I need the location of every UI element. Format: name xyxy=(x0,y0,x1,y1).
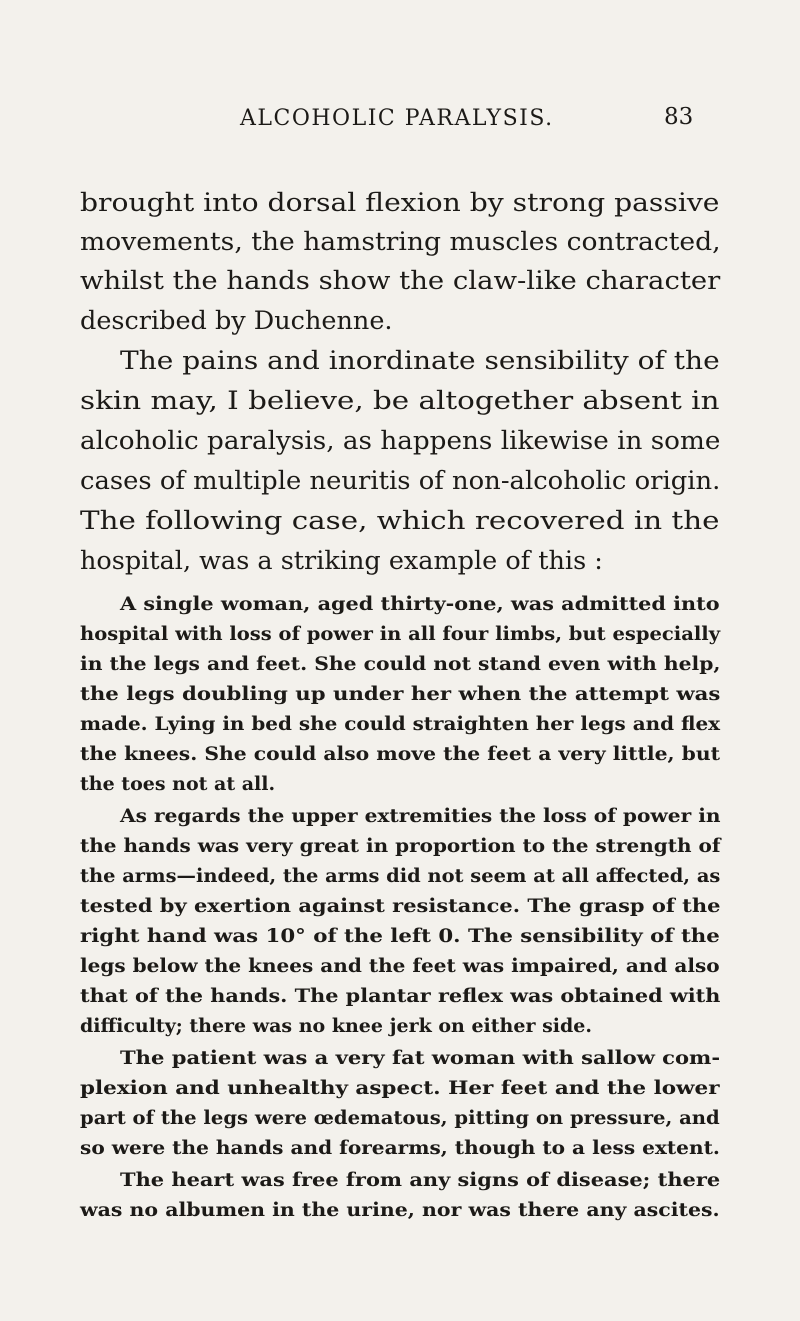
text-line: tested by exertion against resistance. The grasp of the xyxy=(80,895,721,917)
text-line: described by Duchenne. xyxy=(80,306,393,336)
text-line: was no albumen in the urine, nor was there any ascites. xyxy=(80,1199,720,1221)
text-line: in the legs and feet. She could not stand even with help, xyxy=(80,653,721,675)
text-line: the toes not at all. xyxy=(80,773,276,795)
text-line: movements, the hamstring muscles contracted, xyxy=(80,227,721,257)
text-line: The patient was a very fat woman with sallow com- xyxy=(120,1047,721,1069)
text-line: cases of multiple neuritis of non-alcoholic origin. xyxy=(80,466,721,496)
page-number: 83 xyxy=(664,104,694,130)
text-line: brought into dorsal flexion by strong passive xyxy=(80,188,720,218)
text-line: The pains and inordinate sensibility of the xyxy=(120,346,720,376)
text-line: the knees. She could also move the feet a very little, but xyxy=(80,743,720,765)
text-line: A single woman, aged thirty-one, was admitted into xyxy=(120,593,720,615)
text-line: that of the hands. The plantar reflex was obtained with xyxy=(80,985,721,1007)
text-line: so were the hands and forearms, though to a less extent. xyxy=(80,1137,720,1159)
text-line: hospital, was a striking example of this : xyxy=(80,546,603,576)
text-line: hospital with loss of power in all four limbs, but especially xyxy=(80,623,721,645)
text-line: plexion and unhealthy aspect. Her feet and the lower xyxy=(80,1077,720,1099)
text-line: As regards the upper extremities the loss of power in xyxy=(120,805,721,827)
running-title: ALCOHOLIC PARALYSIS. xyxy=(240,106,554,131)
text-line: The heart was free from any signs of disease; there xyxy=(120,1169,721,1191)
text-line: right hand was 10° of the left 0. The sensibility of the xyxy=(80,925,720,947)
text-line: made. Lying in bed she could straighten her legs and flex xyxy=(80,713,721,735)
text-line: The following case, which recovered in the xyxy=(80,506,720,536)
text-line: legs below the knees and the feet was impaired, and also xyxy=(80,955,720,977)
text-line: the legs doubling up under her when the attempt was xyxy=(80,683,721,705)
text-line: difficulty; there was no knee jerk on either side. xyxy=(80,1015,592,1037)
text-line: the arms—indeed, the arms did not seem at all affected, as xyxy=(80,865,721,887)
text-line: whilst the hands show the claw-like character xyxy=(80,266,721,296)
running-header xyxy=(0,106,800,146)
text-line: alcoholic paralysis, as happens likewise in some xyxy=(80,426,721,456)
text-line: skin may, I believe, be altogether absent in xyxy=(80,386,720,416)
text-line: the hands was very great in proportion to the strength of xyxy=(80,835,721,857)
text-line: part of the legs were œdematous, pitting on pressure, and xyxy=(80,1107,720,1129)
